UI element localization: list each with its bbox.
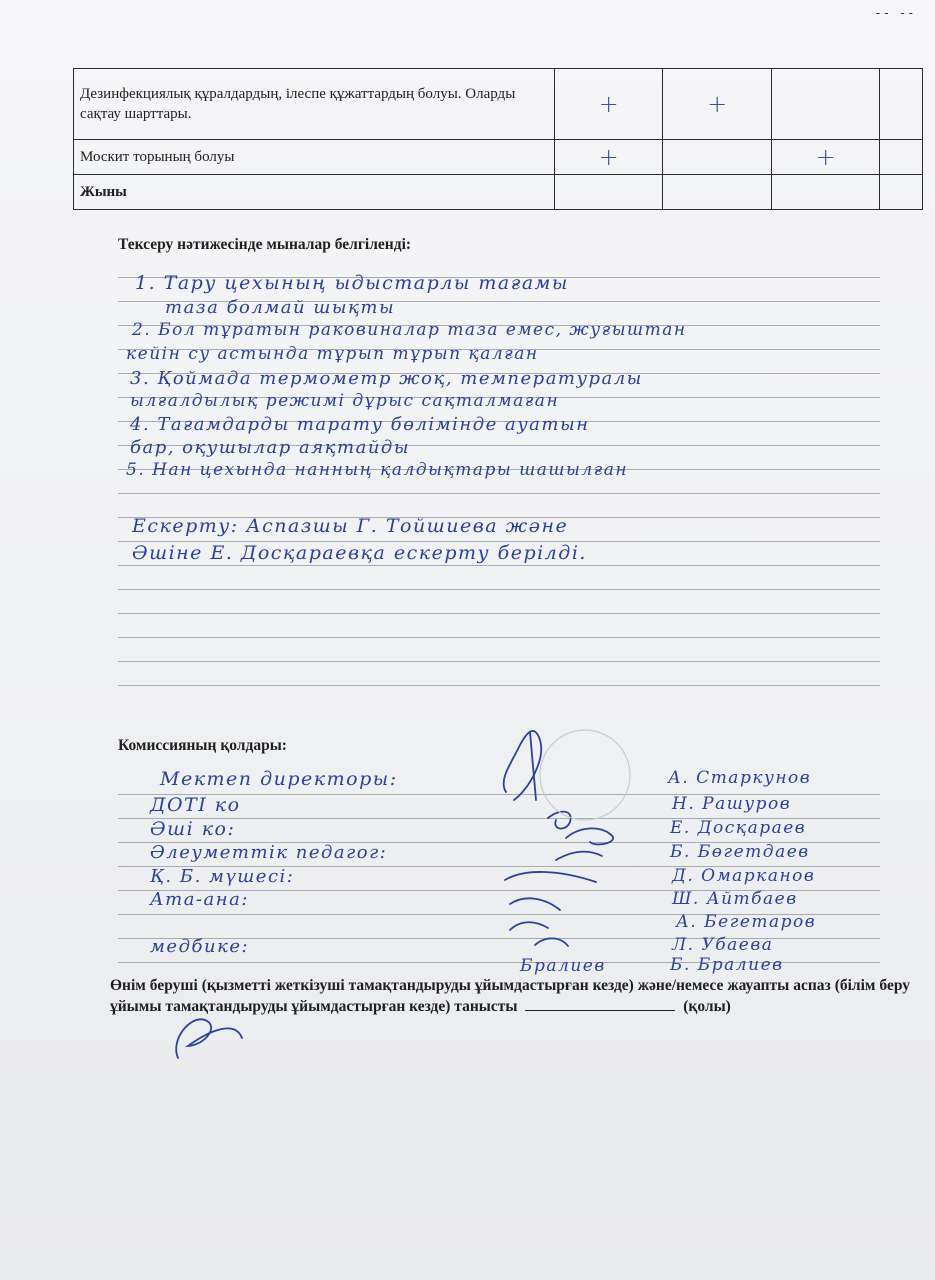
signature-underline bbox=[525, 1010, 675, 1011]
signature-mark bbox=[510, 922, 548, 930]
commission-signature-text: Бралиев bbox=[520, 956, 606, 976]
signature-mark bbox=[548, 812, 571, 829]
handwritten-line: Ескерту: Аспазшы Г. Тойшиева және bbox=[132, 515, 569, 537]
commission-role: Мектеп директоры: bbox=[160, 768, 398, 790]
mark-cell: + bbox=[555, 69, 663, 140]
signature-mark bbox=[505, 872, 596, 882]
corner-mark: -- -- bbox=[875, 6, 917, 20]
commission-role: Әші ко: bbox=[150, 818, 236, 840]
commission-name: Д. Омарканов bbox=[672, 866, 816, 886]
commission-name: Ш. Айтбаев bbox=[672, 889, 798, 909]
commission-name: Л. Убаева bbox=[672, 935, 774, 955]
commission-name: Е. Досқараев bbox=[670, 818, 807, 838]
commission-role: Қ. Б. мүшесі: bbox=[150, 866, 295, 887]
signature-mark bbox=[530, 732, 536, 800]
row-label: Дезинфекциялық құралдардың, ілеспе құжаттардың болуы. Оларды сақтау шарттары. bbox=[74, 69, 555, 140]
commission-role: Әлеуметтік педагог: bbox=[150, 842, 388, 863]
commission-heading: Комиссияның қолдары: bbox=[118, 737, 287, 754]
signature-mark bbox=[535, 938, 568, 946]
handwritten-line: бар, оқушылар аяқтайды bbox=[130, 437, 410, 458]
handwritten-line: 3. Қоймада термометр жоқ, температуралы bbox=[130, 368, 643, 389]
faint-stamp bbox=[540, 730, 630, 820]
handwritten-line: кейін су астында тұрып тұрып қалған bbox=[126, 344, 539, 364]
signature-caption: (қолы) bbox=[683, 998, 731, 1015]
commission-name: А. Бегетаров bbox=[676, 912, 817, 932]
commission-name: Б. Бөгетдаев bbox=[670, 842, 810, 862]
footer-text bbox=[110, 975, 910, 1017]
commission-name: Б. Бралиев bbox=[670, 955, 784, 975]
commission-role: ДОТІ ко bbox=[150, 794, 241, 816]
footer-statement: Өнім беруші (қызметті жеткізуші тамақтандыруды ұйымдастырған кезде) және/немесе жауапты аспаз (білім беру ұйымы тамақтандыруды ұйымдастырған кезде) танысты bbox=[110, 977, 910, 1015]
signature-mark bbox=[566, 828, 613, 844]
commission-role: медбике: bbox=[150, 936, 250, 957]
mark-cell: + bbox=[555, 140, 663, 175]
signature-mark bbox=[176, 1019, 242, 1058]
handwritten-line: 1. Тару цехының ыдыстарлы тағамы bbox=[135, 272, 569, 294]
commission-name: А. Старкунов bbox=[668, 768, 812, 788]
handwritten-line: 4. Тағамдарды тарату бөлімінде ауатын bbox=[130, 414, 590, 435]
commission-name: Н. Рашуров bbox=[672, 794, 792, 814]
mark-cell: + bbox=[771, 140, 879, 175]
handwritten-line: таза болмай шықты bbox=[165, 297, 396, 318]
findings-heading: Тексеру нәтижесінде мыналар белгіленді: bbox=[118, 236, 412, 253]
signature-mark bbox=[556, 852, 602, 860]
row-label-total: Жыны bbox=[74, 175, 555, 210]
handwritten-line: 2. Бол тұратын раковиналар таза емес, жуғыштан bbox=[132, 320, 687, 340]
mark-cell: + bbox=[663, 69, 771, 140]
row-label: Москит торының болуы bbox=[74, 140, 555, 175]
commission-role: Ата-ана: bbox=[150, 889, 249, 910]
handwritten-line: ылғалдылық режимі дұрыс сақталмаған bbox=[130, 391, 560, 411]
handwritten-line: 5. Нан цехында нанның қалдықтары шашылған bbox=[126, 460, 629, 480]
signature-mark bbox=[510, 898, 560, 910]
handwritten-line: Әшіне Е. Досқараевқа ескерту берілді. bbox=[132, 542, 587, 564]
